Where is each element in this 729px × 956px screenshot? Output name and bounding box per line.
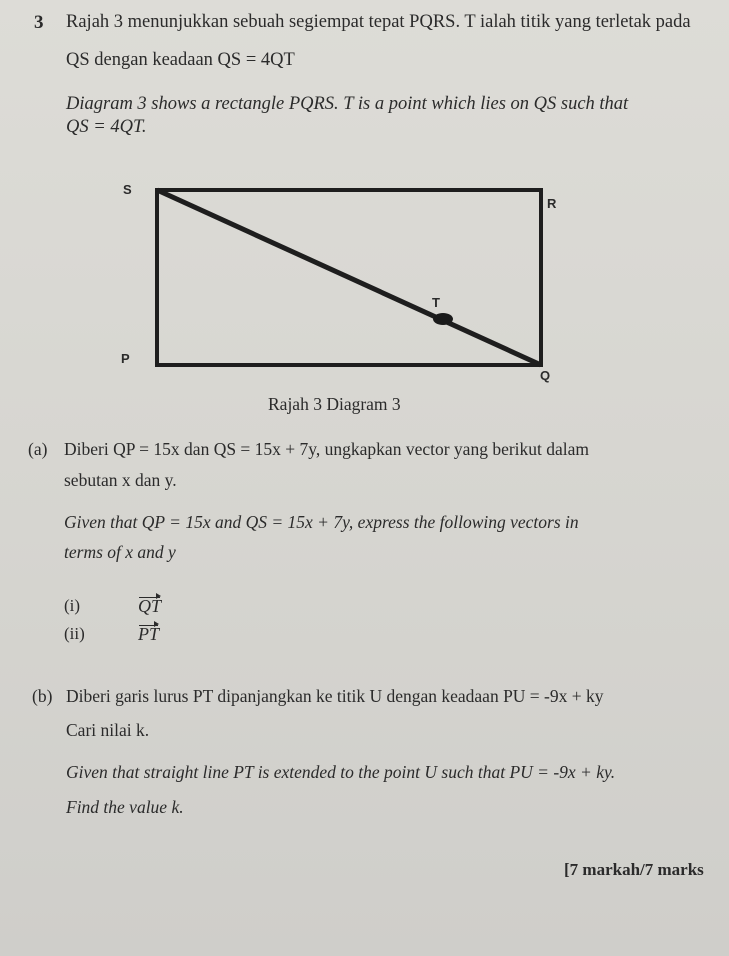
intro-malay-line1: Rajah 3 menunjukkan sebuah segiempat tepat PQRS. T ialah titik yang terletak pada (66, 12, 691, 32)
label-r: R (547, 196, 557, 211)
part-a-malay-line2: sebutan x dan y. (64, 470, 177, 490)
intro-english-line2: QS = 4QT. (66, 117, 147, 137)
part-a-malay-line1: Diberi QP = 15x dan QS = 15x + 7y, ungkapkan vector yang berikut dalam (64, 439, 590, 459)
question-number: 3 (34, 12, 44, 33)
label-p: P (121, 351, 130, 366)
diagram-caption: Rajah 3 Diagram 3 (268, 394, 401, 414)
part-b-label: (b) (32, 686, 53, 706)
label-q: Q (540, 368, 551, 383)
part-a-english-line1: Given that QP = 15x and QS = 15x + 7y, express the following vectors in (64, 512, 579, 532)
vector-pt: PT (138, 624, 160, 644)
intro-english-line1: Diagram 3 shows a rectangle PQRS. T is a point which lies on QS such that (66, 94, 629, 114)
point-t (433, 313, 453, 325)
diagonal-qs (157, 190, 541, 365)
marks-allocation: [7 markah/7 marks (564, 860, 704, 879)
part-b-english-line2: Find the value k. (66, 797, 184, 817)
subpart-ii-vector (138, 624, 159, 645)
subpart-ii-label: (ii) (64, 624, 85, 643)
part-a-english-line2: terms of x and y (64, 542, 176, 562)
vector-qt: QT (138, 596, 162, 616)
part-b-malay-line1: Diberi garis lurus PT dipanjangkan ke titik U dengan keadaan PU = -9x + ky (66, 686, 604, 706)
subpart-i-label: (i) (64, 596, 81, 615)
part-b-english-line1: Given that straight line PT is extended to the point U such that PU = -9x + ky. (66, 762, 616, 782)
intro-malay-line2: QS dengan keadaan QS = 4QT (66, 50, 295, 70)
part-b-malay-line2: Cari nilai k. (66, 720, 150, 740)
part-a-label: (a) (28, 439, 48, 459)
label-t: T (432, 295, 440, 310)
label-s: S (123, 182, 132, 197)
subpart-i-vector (138, 596, 161, 617)
